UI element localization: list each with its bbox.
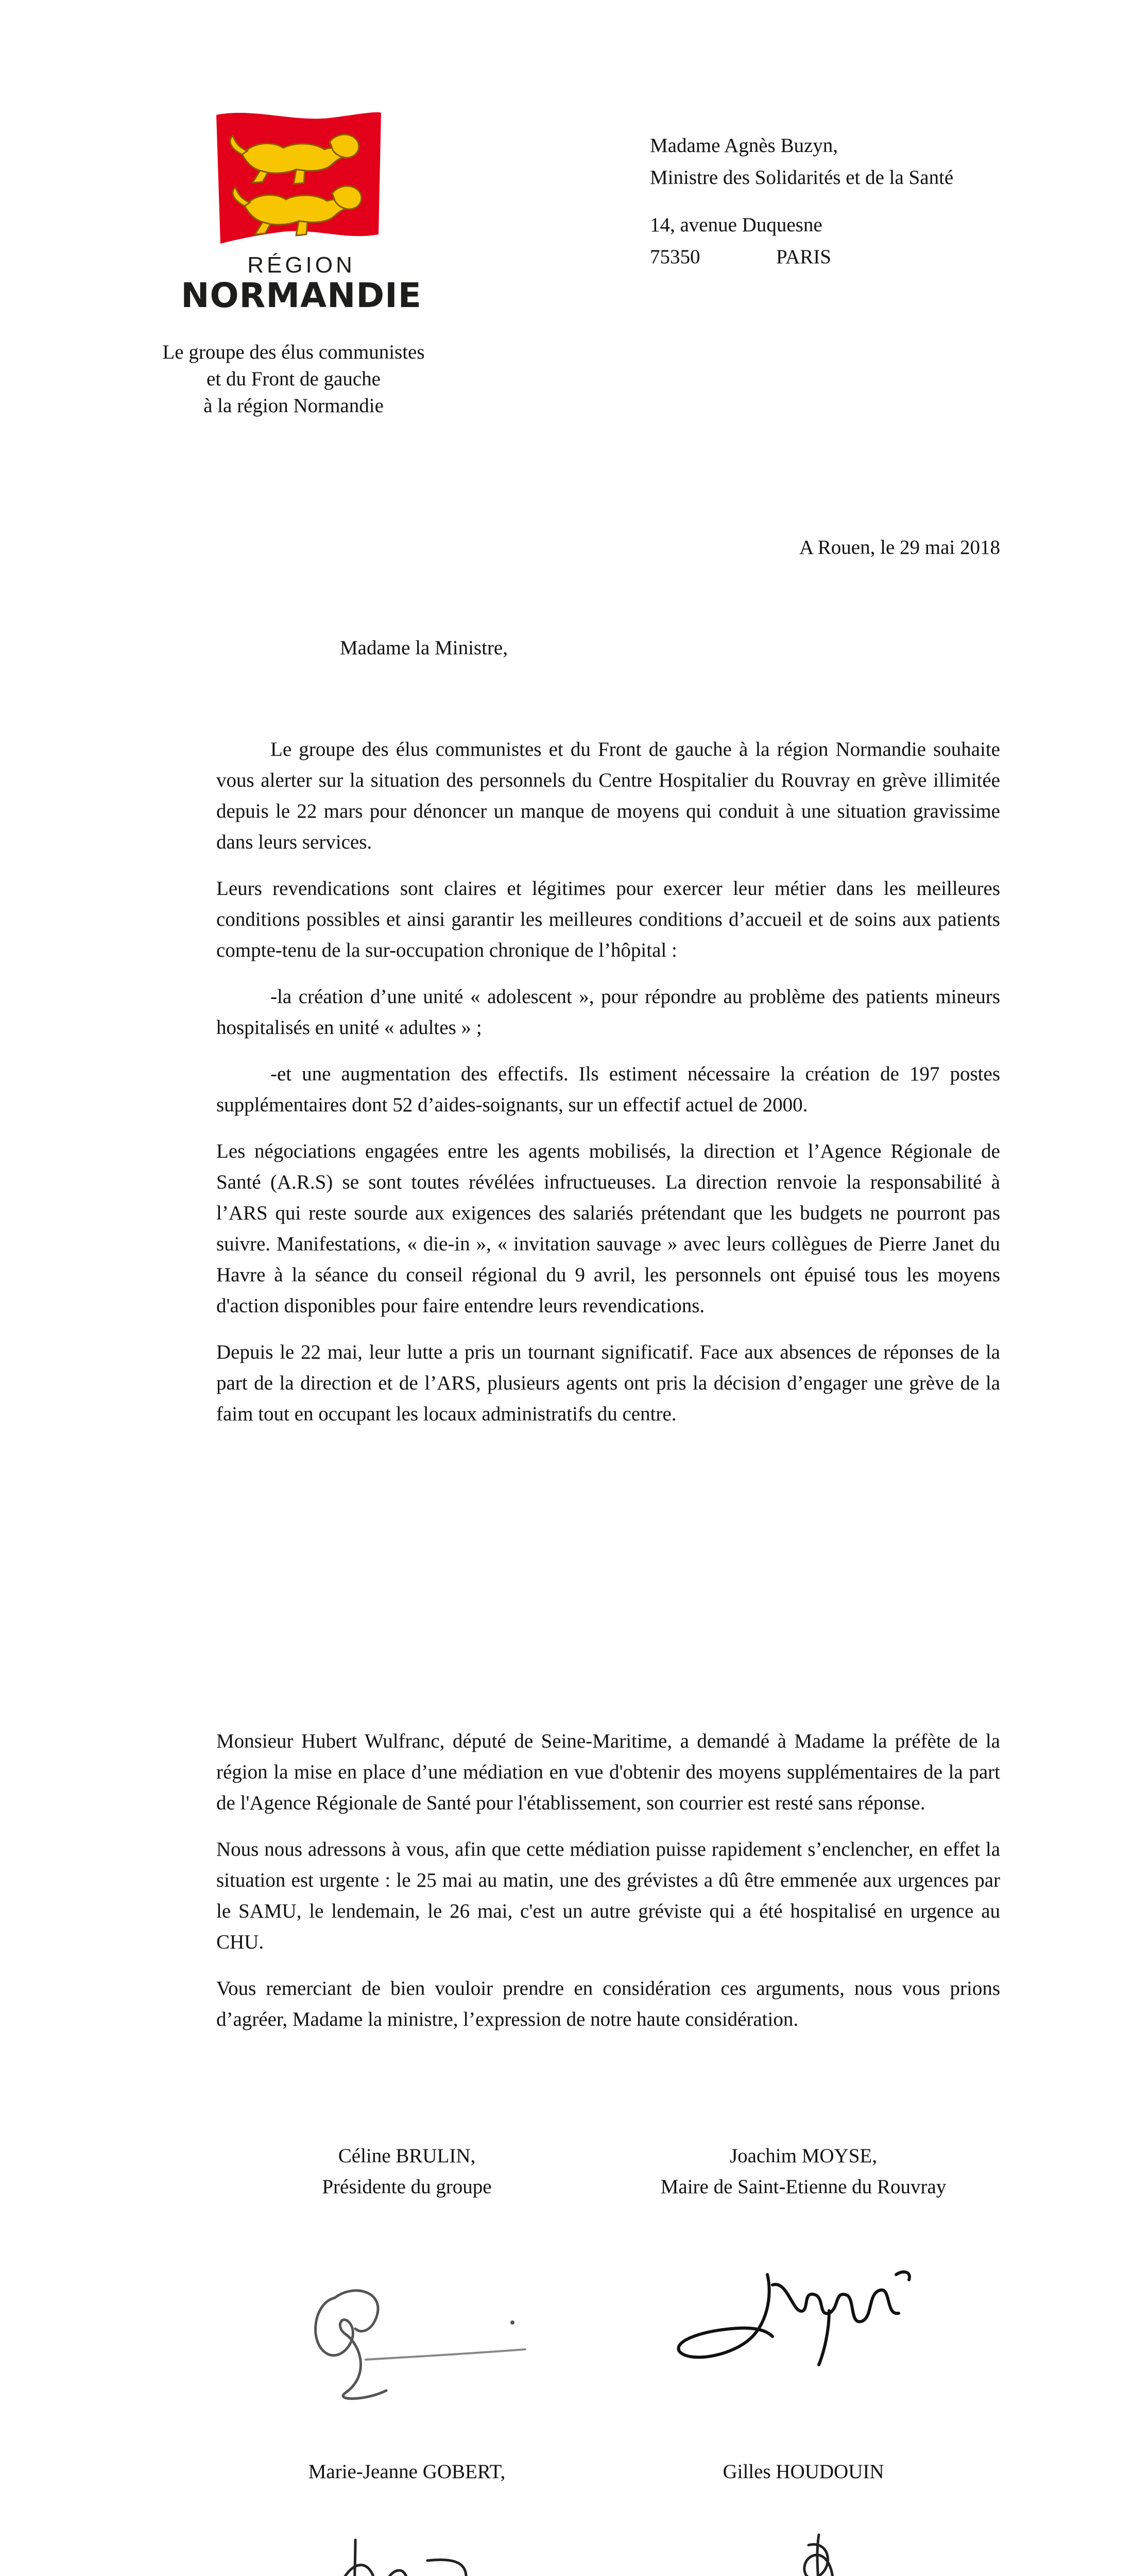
body-paragraph: Les négociations engagées entre les agents mobilisés, la direction et l’Agence Régionale de Santé (A.R.S) se sont toutes révélées infructueuses. La direction renvoie la responsabilité à l’ARS qui reste sourde aux exigences des salariés prétendant que les budgets ne pourront pas suivre. Manifestations, « die-in », « invitation sauvage » avec leurs collègues de Pierre Janet du Havre à la séance du conseil régional du 9 avril, les personnels ont épuisé tous les moyens d'action disponibles pour faire entendre leurs revendications. <box>216 1140 1000 1317</box>
recipient-city: PARIS <box>776 246 831 268</box>
body-paragraph: Vous remerciant de bien vouloir prendre en considération ces arguments, nous vous prions d’agréer, Madame la ministre, l’expression de notre haute considération. <box>216 1977 1000 2030</box>
sender-line: Le groupe des élus communistes <box>162 341 425 363</box>
signature-moyse-icon <box>670 2254 927 2383</box>
recipient-block <box>650 130 1113 273</box>
signatory-name: Marie-Jeanne GOBERT, <box>308 2461 506 2483</box>
letter-body-part-1 <box>216 734 1000 1430</box>
body-paragraph: Depuis le 22 mai, leur lutte a pris un tournant significatif. Face aux absences de réponses de la part de la direction et de l’ARS, plusieurs agents ont pris la décision d’engager une grève de la faim tout en occupant les locaux administratifs du centre. <box>216 1341 1000 1425</box>
signatory-role: Présidente du groupe <box>322 2176 492 2198</box>
body-list-item: -et une augmentation des effectifs. Ils estiment nécessaire la création de 197 postes supplémentaires dont 52 d’aides-soignants, sur un effectif actuel de 2000. <box>216 1063 1000 1116</box>
letter-date: A Rouen, le 29 mai 2018 <box>799 536 1000 558</box>
body-paragraph: Le groupe des élus communistes et du Front de gauche à la région Normandie souhaite vous alerter sur la situation des personnels du Centre Hospitalier du Rouvray en grève illimitée depuis le 22 mars pour dénoncer un manque de moyens qui conduit à une situation gravissime dans leurs services. <box>216 738 1000 853</box>
signatory-houdouin <box>608 2456 999 2487</box>
region-normandie-logo <box>175 106 427 315</box>
logo-region-label: RÉGION <box>247 252 355 278</box>
body-paragraph: Nous nous adressons à vous, afin que cette médiation puisse rapidement s’enclencher, en effet la situation est urgente : le 25 mai au matin, une des grévistes a dû être emmenée aux urgences par le SAMU, le lendemain, le 26 mai, c'est un autre gréviste qui a été hospitalisé en urgence au CHU. <box>216 1838 1000 1953</box>
recipient-name: Madame Agnès Buzyn, <box>650 134 838 157</box>
signatory-moyse <box>608 2141 999 2202</box>
letter-body-part-2 <box>216 1726 1000 2035</box>
signatory-gobert <box>211 2456 603 2487</box>
body-paragraph: Leurs revendications sont claires et légitimes pour exercer leur métier dans les meilleures conditions possibles et ainsi garantir les meilleures conditions d’accueil et de soins aux patients compte-tenu de la sur-occupation chronique de l’hôpital : <box>216 877 1000 961</box>
signatory-brulin <box>211 2141 603 2202</box>
body-paragraph: Monsieur Hubert Wulfranc, député de Seine-Maritime, a demandé à Madame la préfète de la région la mise en place d’une médiation en vue d'obtenir des moyens supplémentaires de la part de l'Agence Régionale de Santé pour l'établissement, son courrier est resté sans réponse. <box>216 1730 1000 1814</box>
signature-gobert-icon <box>304 2530 489 2576</box>
salutation: Madame la Ministre, <box>340 637 508 659</box>
recipient-city-row <box>650 241 1113 273</box>
signature-houdouin-icon <box>778 2524 860 2576</box>
logo-name: NORMANDIE <box>181 276 422 315</box>
recipient-postcode: 75350 <box>650 246 700 268</box>
signatory-name: Joachim MOYSE, <box>730 2145 877 2167</box>
recipient-street: 14, avenue Duquesne <box>650 214 822 236</box>
signature-brulin-icon <box>304 2262 541 2411</box>
recipient-title: Ministre des Solidarités et de la Santé <box>650 166 954 189</box>
sender-line: et du Front de gauche <box>207 368 381 390</box>
signatory-role: Maire de Saint-Etienne du Rouvray <box>660 2176 947 2198</box>
normandie-flag-icon <box>175 106 427 255</box>
signatory-name: Gilles HOUDOUIN <box>723 2461 884 2483</box>
sender-block <box>113 339 474 419</box>
body-list-item: -la création d’une unité « adolescent », pour répondre au problème des patients mineurs hospitalisés en unité « adultes » ; <box>216 986 1000 1039</box>
sender-line: à la région Normandie <box>203 395 384 417</box>
signatory-name: Céline BRULIN, <box>338 2145 476 2167</box>
